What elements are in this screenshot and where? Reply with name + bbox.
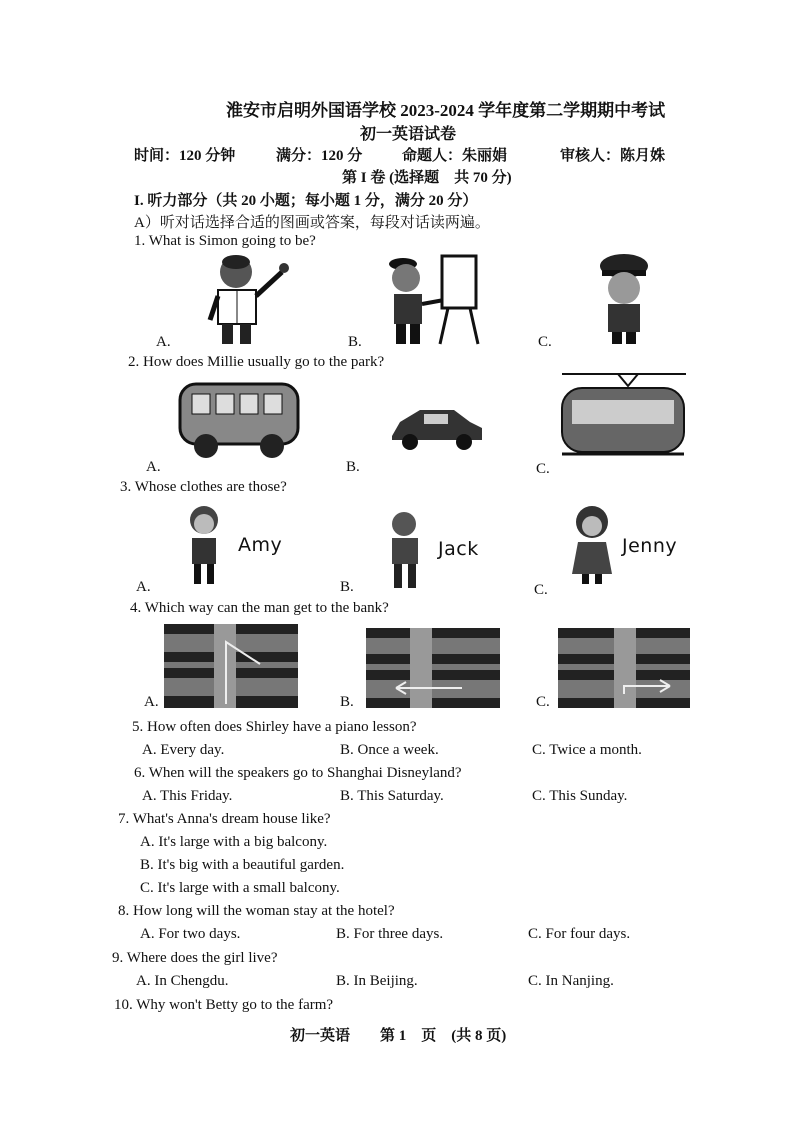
question-stem: 3. Whose clothes are those? — [120, 479, 287, 495]
option-text: A. It's large with a big balcony. — [140, 834, 328, 850]
name-label: Amy — [238, 534, 283, 556]
exam-reviewer: 审核人：陈月姝 — [560, 148, 666, 164]
exam-setter: 命题人：朱丽娟 — [402, 148, 508, 164]
map-route-a — [164, 624, 298, 708]
option-text: B. For three days. — [336, 926, 444, 942]
boy-jack-illustration — [380, 508, 430, 592]
exam-score: 满分：120 分 — [276, 148, 363, 164]
question-stem: 5. How often does Shirley have a piano lesson? — [132, 719, 417, 735]
option-text: C. For four days. — [528, 926, 631, 942]
map-route-b — [366, 628, 500, 708]
option-label: C. — [538, 334, 552, 350]
bus-illustration — [176, 380, 304, 462]
option-text: B. This Saturday. — [340, 788, 444, 804]
question-stem: 9. Where does the girl live? — [112, 950, 278, 966]
policeman-illustration — [590, 250, 660, 346]
option-label: C. — [536, 694, 550, 710]
car-illustration — [386, 402, 486, 452]
option-label: A. — [136, 579, 151, 595]
painter-illustration — [378, 250, 488, 346]
question-stem: 1. What is Simon going to be? — [134, 233, 316, 249]
option-label: A. — [156, 334, 171, 350]
volume-label: 第 I 卷 (选择题 共 70 分) — [342, 170, 512, 186]
option-label: C. — [534, 582, 548, 598]
girl-amy-illustration — [180, 504, 230, 588]
option-text: C. This Sunday. — [532, 788, 628, 804]
option-label: B. — [340, 694, 354, 710]
option-text: C. In Nanjing. — [528, 973, 614, 989]
option-text: B. Once a week. — [340, 742, 439, 758]
option-text: A. For two days. — [140, 926, 241, 942]
option-text: A. Every day. — [142, 742, 225, 758]
exam-subtitle: 初一英语试卷 — [360, 126, 457, 143]
option-text: C. It's large with a small balcony. — [140, 880, 340, 896]
option-text: B. It's big with a beautiful garden. — [140, 857, 345, 873]
question-stem: 6. When will the speakers go to Shanghai Disneyland? — [134, 765, 462, 781]
section-title: I. 听力部分（共 20 小题；每小题 1 分，满分 20 分） — [134, 193, 478, 209]
question-stem: 10. Why won't Betty go to the farm? — [114, 997, 334, 1013]
option-label: A. — [146, 459, 161, 475]
question-stem: 2. How does Millie usually go to the park? — [128, 354, 385, 370]
page-footer: 初一英语 第 1 页 (共 8 页) — [290, 1028, 507, 1044]
option-text: C. Twice a month. — [532, 742, 642, 758]
man-illustration — [204, 250, 294, 346]
question-stem: 7. What's Anna's dream house like? — [118, 811, 331, 827]
option-label: B. — [340, 579, 354, 595]
name-label: Jenny — [622, 535, 678, 557]
girl-jenny-illustration — [568, 504, 618, 588]
map-route-c — [558, 628, 690, 708]
option-label: B. — [348, 334, 362, 350]
name-label: Jack — [438, 538, 479, 560]
option-text: B. In Beijing. — [336, 973, 418, 989]
option-label: C. — [536, 461, 550, 477]
option-text: A. This Friday. — [142, 788, 233, 804]
option-text: A. In Chengdu. — [136, 973, 229, 989]
exam-title: 淮安市启明外国语学校 2023-2024 学年度第二学期期中考试 — [226, 101, 666, 120]
part-a-instruction: A）听对话选择合适的图画或答案，每段对话读两遍。 — [134, 215, 490, 231]
option-label: B. — [346, 459, 360, 475]
question-stem: 8. How long will the woman stay at the hotel? — [118, 903, 395, 919]
question-stem: 4. Which way can the man get to the bank? — [130, 600, 389, 616]
option-label: A. — [144, 694, 159, 710]
tram-illustration — [558, 370, 688, 460]
exam-time: 时间：120 分钟 — [134, 148, 236, 164]
